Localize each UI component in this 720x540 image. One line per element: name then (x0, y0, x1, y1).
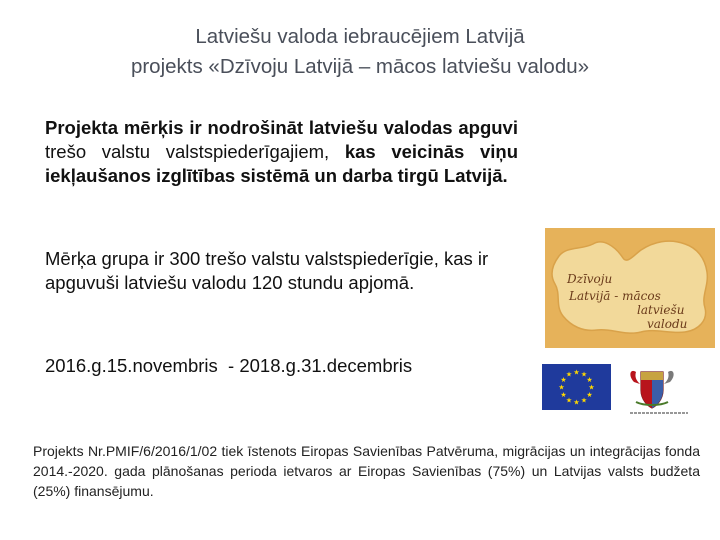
map-caption-line-1: Dzīvoju (567, 272, 613, 286)
goal-text-part3: kas veicinās viņu iekļaušanos izglītības sistēmā un darba tirgū Latvijā. (45, 141, 518, 186)
eu-star: ★ (580, 396, 588, 405)
coat-griffin-right (664, 371, 674, 384)
page-title (0, 22, 720, 82)
goal-text-part1: Projekta mērķis ir nodrošināt latviešu valodas apguvi (45, 117, 518, 138)
eu-star: ★ (580, 370, 588, 379)
eu-star: ★ (565, 396, 573, 405)
project-goal-paragraph (45, 116, 518, 188)
eu-star: ★ (560, 376, 567, 384)
eu-star: ★ (588, 383, 595, 392)
eu-star: ★ (565, 370, 573, 379)
funding-footer: Projekts Nr.PMIF/6/2016/1/02 tiek īstenots Eiropas Savienības Patvēruma, migrācijas un integrācijas fonda 2014.-2020. gada plānošanas perioda ietvaros ar Eiropas Savienības (75%) un Latvijas valsts budžeta (25%) finansējumu. (33, 443, 700, 499)
title-line-2: projekts «Dzīvoju Latvijā – mācos latviešu valodu» (130, 55, 590, 78)
map-caption-line-2: Latvijā - mācos (569, 289, 661, 303)
eu-star: ★ (558, 383, 565, 392)
title-line-1: Latviešu valoda iebraucējiem Latvijā (195, 25, 525, 48)
eu-star: ★ (573, 398, 580, 407)
eu-star: ★ (573, 368, 580, 377)
project-period: 2016.g.15.novembris - 2018.g.31.decembris (45, 355, 413, 376)
eu-star: ★ (560, 391, 567, 399)
map-caption-line-3: latviešu (637, 303, 685, 317)
coat-caption-scribble (630, 403, 690, 409)
latvia-map-logo (545, 228, 715, 348)
eu-flag-icon (542, 364, 611, 410)
goal-text-part2: trešo valstu valstspiederīgajiem, (45, 141, 330, 162)
eu-star: ★ (586, 376, 593, 384)
coat-sun (641, 372, 663, 380)
eu-star: ★ (586, 391, 593, 399)
target-group-paragraph: Mērķa grupa ir 300 trešo valstu valstspiederīgie, kas ir apguvuši latviešu valodu 120 stundu apjomā. (45, 248, 489, 293)
map-caption-line-4: valodu (647, 317, 688, 331)
coat-lion-left (630, 371, 640, 384)
